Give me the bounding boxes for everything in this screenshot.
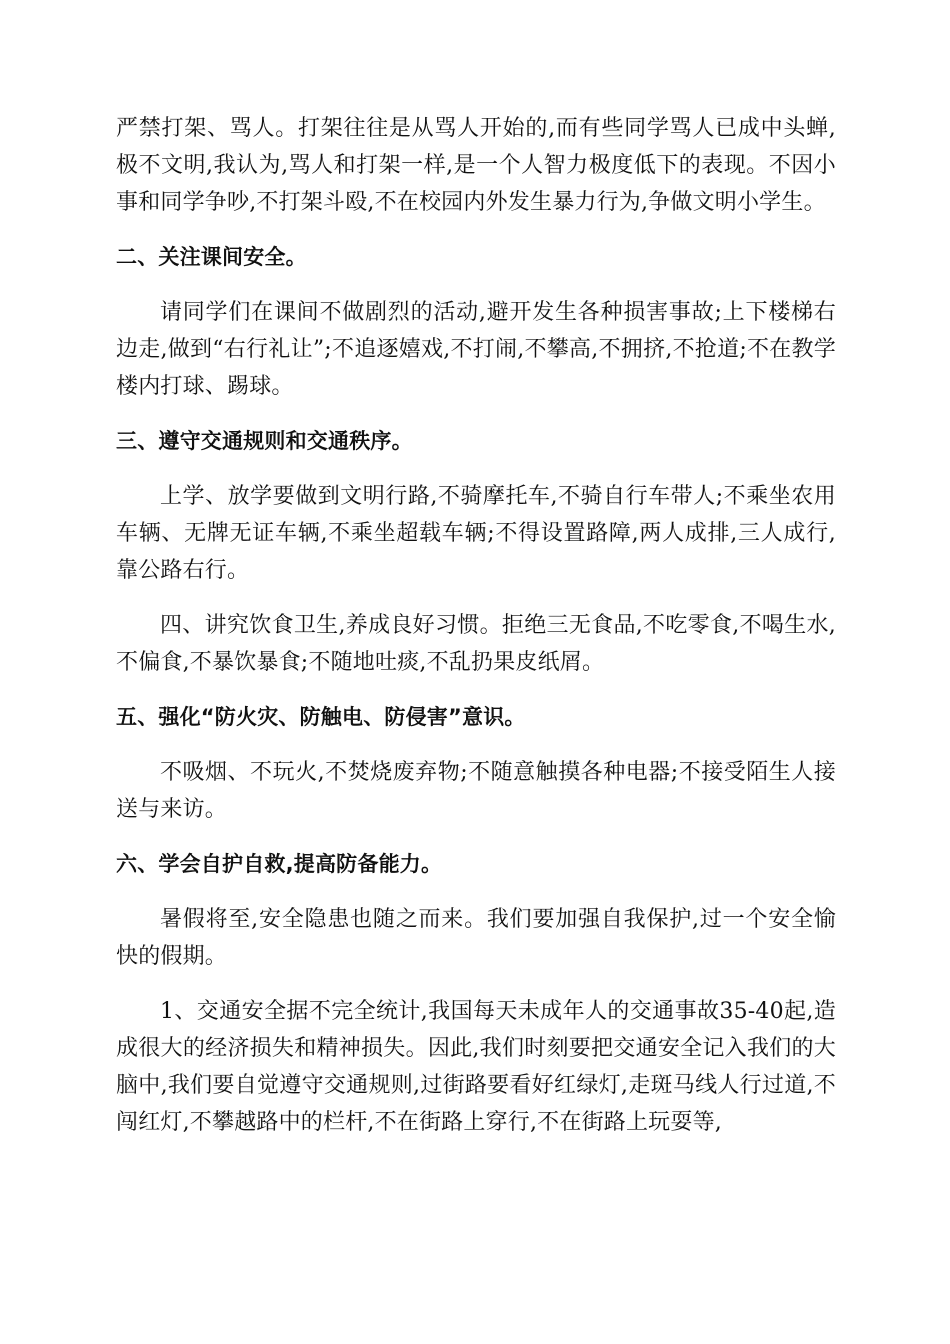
paragraph-fighting-rules: 严禁打架、骂人。打架往往是从骂人开始的,而有些同学骂人已成中头蝉,极不文明,我认为,骂人和打架一样,是一个人智力极度低下的表现。不因小事和同学争吵,不打架斗殴,不在校园内外发生暴力行为,争做文明小学生。 xyxy=(116,116,836,215)
paragraph-break-safety: 请同学们在课间不做剧烈的活动,避开发生各种损害事故;上下楼梯右边走,做到“右行礼让”;不追逐嬉戏,不打闹,不攀高,不拥挤,不抢道;不在教学楼内打球、踢球。 xyxy=(116,300,836,399)
paragraph-food-hygiene: 四、讲究饮食卫生,养成良好习惯。拒绝三无食品,不吃零食,不喝生水,不偏食,不暴饮暴食;不随地吐痰,不乱扔果皮纸屑。 xyxy=(116,613,836,675)
heading-fire-electric-safety: 五、强化“防火灾、防触电、防侵害”意识。 xyxy=(116,705,526,729)
document-body xyxy=(116,110,836,1159)
paragraph-summer-vacation: 暑假将至,安全隐患也随之而来。我们要加强自我保护,过一个安全愉快的假期。 xyxy=(116,907,836,969)
heading-break-safety: 二、关注课间安全。 xyxy=(116,245,307,269)
heading-self-protection: 六、学会自护自救,提高防备能力。 xyxy=(116,852,443,876)
paragraph-traffic-safety-stats: 1、交通安全据不完全统计,我国每天未成年人的交通事故35-40起,造成很大的经济损失和精神损失。因此,我们时刻要把交通安全记入我们的大脑中,我们要自觉遵守交通规则,过街路要看好红绿灯,走斑马线人行过道,不闯红灯,不攀越路中的栏杆,不在街路上穿行,不在街路上玩耍等, xyxy=(116,999,836,1135)
paragraph-fire-electric-safety: 不吸烟、不玩火,不焚烧废弃物;不随意触摸各种电器;不接受陌生人接送与来访。 xyxy=(116,760,836,822)
heading-traffic-rules: 三、遵守交通规则和交通秩序。 xyxy=(116,429,413,453)
paragraph-traffic-rules: 上学、放学要做到文明行路,不骑摩托车,不骑自行车带人;不乘坐农用车辆、无牌无证车辆,不乘坐超载车辆;不得设置路障,两人成排,三人成行,靠公路右行。 xyxy=(116,484,836,583)
